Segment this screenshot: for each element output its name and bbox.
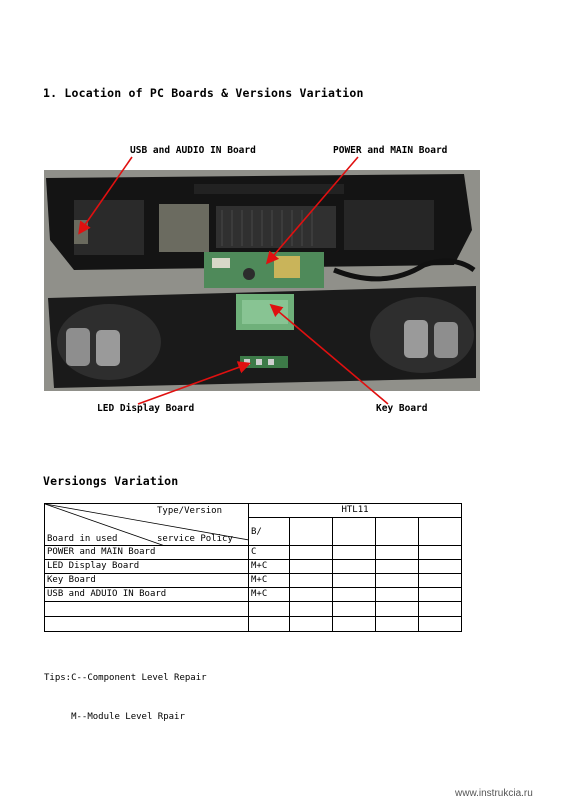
table-row <box>45 602 462 617</box>
table-row <box>45 574 462 588</box>
version-col-2 <box>290 518 333 546</box>
callout-usb-audio-board: USB and AUDIO IN Board <box>130 145 256 156</box>
device-photo <box>44 170 480 391</box>
service-policy <box>249 617 290 632</box>
table-header-row <box>45 504 462 518</box>
table-row <box>45 546 462 560</box>
callout-key-board: Key Board <box>376 403 428 414</box>
service-policy: C <box>249 546 290 560</box>
header-diagonal-cell <box>45 504 249 546</box>
header-board-in-used: Board in used <box>47 534 118 544</box>
board-name: LED Display Board <box>45 560 249 574</box>
board-name: USB and ADUIO IN Board <box>45 588 249 602</box>
watermark: www.instrukcia.ru <box>455 788 533 799</box>
versions-section-title: Versiongs Variation <box>43 474 179 488</box>
header-service-policy: service Policy <box>157 534 233 544</box>
board-name <box>45 617 249 632</box>
callout-led-display-board: LED Display Board <box>97 403 195 414</box>
page-title: 1. Location of PC Boards & Versions Variation <box>43 86 364 100</box>
version-col-4 <box>376 518 419 546</box>
service-policy: M+C <box>249 560 290 574</box>
version-col-3 <box>333 518 376 546</box>
tips-line-2: M--Module Level Rpair <box>44 712 185 722</box>
version-col-5 <box>419 518 462 546</box>
header-model: HTL11 <box>249 504 462 518</box>
version-col-1: B/ <box>249 518 290 546</box>
board-name: Key Board <box>45 574 249 588</box>
service-policy: M+C <box>249 588 290 602</box>
table-row <box>45 588 462 602</box>
header-type-version: Type/Version <box>157 506 223 516</box>
board-name <box>45 602 249 617</box>
tips-block <box>44 646 207 737</box>
versions-table <box>44 503 462 632</box>
service-policy <box>249 602 290 617</box>
tips-line-1: Tips:C--Component Level Repair <box>44 673 207 683</box>
table-row <box>45 560 462 574</box>
board-name: POWER and MAIN Board <box>45 546 249 560</box>
service-policy: M+C <box>249 574 290 588</box>
callout-power-main-board: POWER and MAIN Board <box>333 145 448 156</box>
table-row <box>45 617 462 632</box>
